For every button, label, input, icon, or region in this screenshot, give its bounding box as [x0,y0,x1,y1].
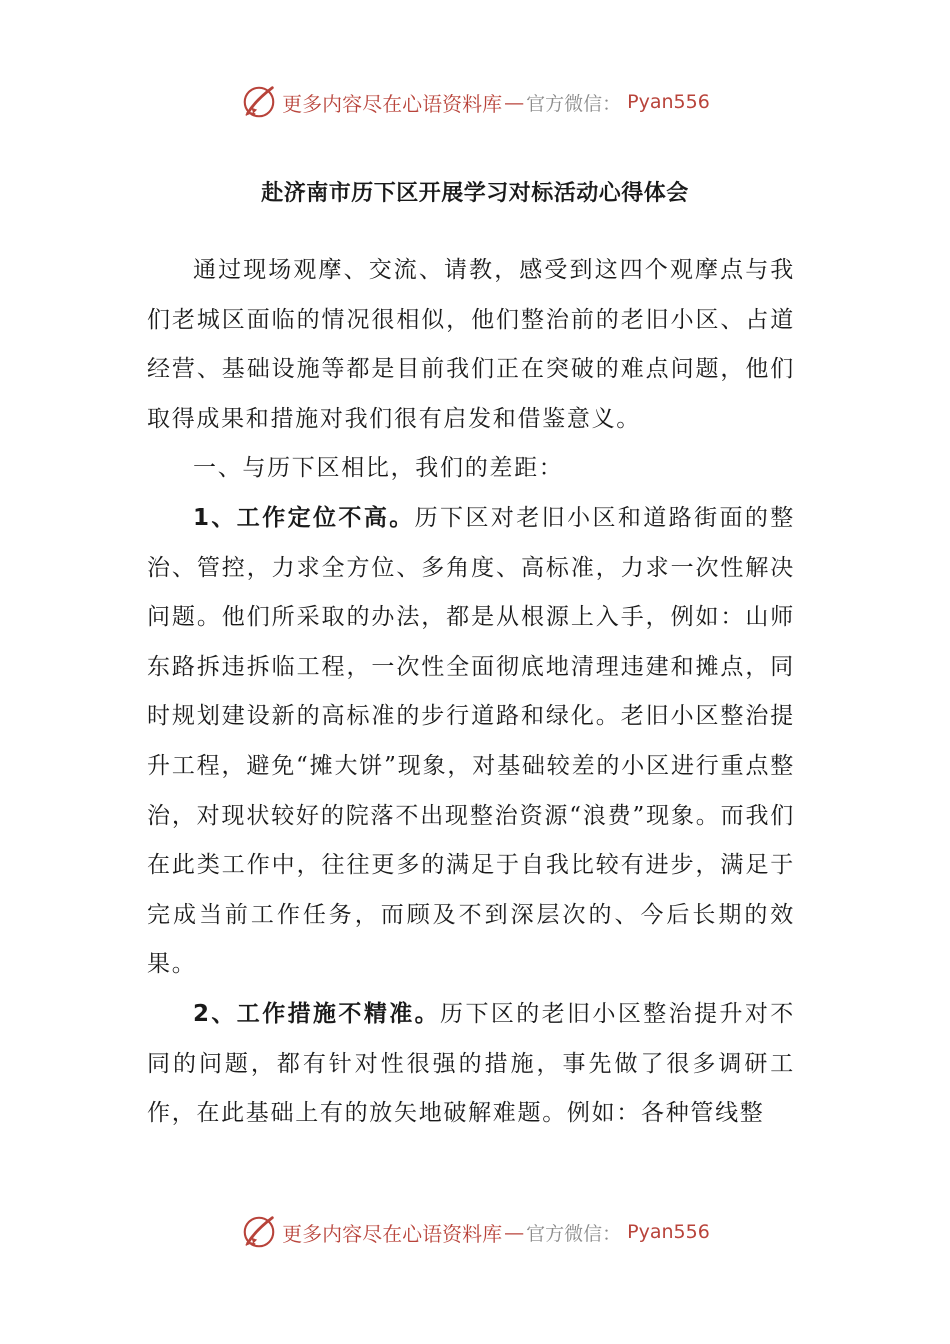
point-2-text: 历下区的老旧小区整治提升对不同的问题，都有针对性很强的措施，事先做了很多调研工作，在此基础上有的放矢地破解难题。例如：各种管线整 [147,1000,795,1127]
banner-wechat-label: 官方微信： [526,92,622,115]
point-1-text: 历下区对老旧小区和道路街面的整治、管控，力求全方位、多角度、高标准，力求一次性解决问题。他们所采取的办法，都是从根源上入手，例如：山师东路拆违拆临工程，一次性全面彻底地清理违建和摊点，同时规划建设新的高标准的步行道路和绿化。老旧小区整治提升工程，避免“摊大饼”现象，对基础较差的小区进行重点整治，对现状较好的院落不出现整治资源“浪费”现象。而我们在此类工作中，往往更多的满足于自我比较有进步，满足于完成当前工作任务，而顾及不到深层次的、今后长期的效果。 [147,504,795,978]
banner-site-text: 更多内容尽在心语资料库 [282,91,503,116]
paragraph-section-heading [147,444,795,494]
footer-watermark-banner [0,1210,950,1254]
banner-site-text: 更多内容尽在心语资料库 [282,1221,503,1246]
document-body [147,246,795,1139]
pen-nib-logo-icon [240,1213,278,1251]
section-heading-text: 一、与历下区相比，我们的差距： [193,455,564,482]
paragraph-intro-text: 通过现场观摩、交流、请教，感受到这四个观摩点与我们老城区面临的情况很相似，他们整治前的老旧小区、占道经营、基础设施等都是目前我们正在突破的难点问题，他们取得成果和措施对我们很有启发和借鉴意义。 [147,257,795,432]
banner-separator: — [504,1220,525,1244]
paragraph-point-2 [147,990,795,1139]
point-1-heading: 1、工作定位不高。 [193,504,415,531]
banner-wechat-id: Pyan556 [627,1221,710,1243]
banner-separator: — [504,90,525,114]
banner-wechat-label: 官方微信： [526,1222,622,1245]
banner-wechat-id: Pyan556 [627,91,710,113]
document-title: 赴济南市历下区开展学习对标活动心得体会 [261,181,689,206]
pen-nib-logo-icon [240,83,278,121]
paragraph-intro [147,246,795,444]
header-watermark-banner [0,80,950,124]
point-2-heading: 2、工作措施不精准。 [193,1000,441,1027]
paragraph-point-1 [147,494,795,990]
